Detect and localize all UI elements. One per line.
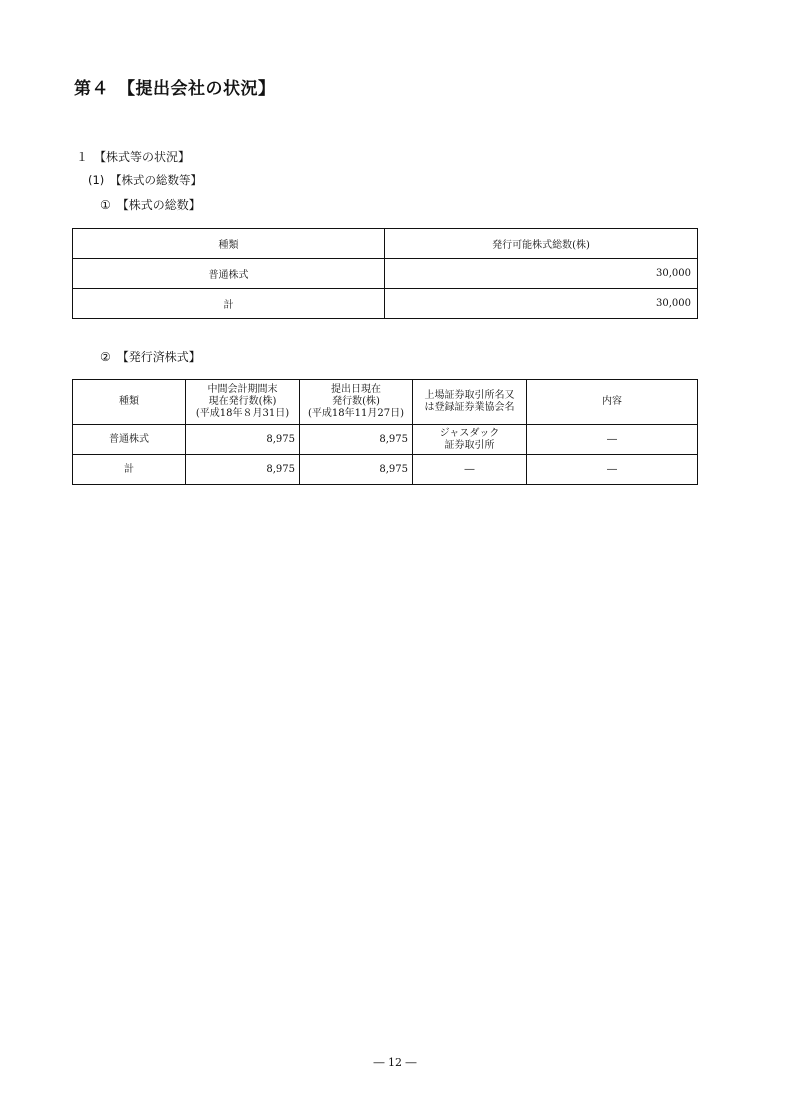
authorized-shares-heading: ① 【株式の総数】 bbox=[100, 198, 201, 212]
exchange-line: 証券取引所 bbox=[444, 439, 495, 451]
row-interim-cell: 8,975 bbox=[186, 425, 300, 455]
table-row bbox=[73, 455, 698, 485]
row-kind-cell: 計 bbox=[73, 289, 385, 319]
header-line: 発行数(株) bbox=[332, 396, 380, 407]
table-header-row bbox=[73, 229, 698, 259]
table-row bbox=[73, 289, 698, 319]
row-total-cell: 30,000 bbox=[385, 259, 698, 289]
exchange-line: ジャスダック bbox=[439, 427, 500, 439]
section-heading: １ 【株式等の状況】 bbox=[76, 150, 191, 164]
table-header-row bbox=[73, 380, 698, 425]
header-line: 上場証券取引所名又 bbox=[424, 390, 515, 401]
header-line: 中間会計期間末 bbox=[207, 384, 278, 395]
row-interim-cell: 8,975 bbox=[186, 455, 300, 485]
header-line: (平成18年11月27日) bbox=[308, 408, 404, 419]
column-header-exchange bbox=[413, 380, 527, 425]
header-line: 提出日現在 bbox=[331, 384, 381, 395]
row-total-cell: 30,000 bbox=[385, 289, 698, 319]
page-number: ― 12 ― bbox=[373, 1056, 417, 1069]
table-row bbox=[73, 259, 698, 289]
subsection-heading: (1) 【株式の総数等】 bbox=[88, 173, 203, 187]
row-content-cell: ― bbox=[527, 455, 698, 485]
row-kind-cell: 普通株式 bbox=[73, 425, 186, 455]
column-header-total-authorized: 発行可能株式総数(株) bbox=[385, 229, 698, 259]
header-line: は登録証券業協会名 bbox=[424, 402, 515, 413]
row-kind-cell: 普通株式 bbox=[73, 259, 385, 289]
column-header-filing-date-issued bbox=[300, 380, 413, 425]
header-line: (平成18年８月31日) bbox=[195, 408, 290, 419]
header-line: 現在発行数(株) bbox=[208, 396, 277, 407]
authorized-shares-table bbox=[72, 228, 698, 319]
row-kind-cell: 計 bbox=[73, 455, 186, 485]
row-exchange-cell bbox=[413, 425, 527, 455]
issued-shares-heading: ② 【発行済株式】 bbox=[100, 350, 201, 364]
column-header-kind: 種類 bbox=[73, 229, 385, 259]
row-content-cell: ― bbox=[527, 425, 698, 455]
row-filing-cell: 8,975 bbox=[300, 455, 413, 485]
table-row bbox=[73, 425, 698, 455]
column-header-interim-issued bbox=[186, 380, 300, 425]
chapter-title: 第４ 【提出会社の状況】 bbox=[74, 79, 276, 99]
column-header-kind: 種類 bbox=[73, 380, 186, 425]
row-exchange-cell: ― bbox=[413, 455, 527, 485]
issued-shares-table bbox=[72, 379, 698, 485]
row-filing-cell: 8,975 bbox=[300, 425, 413, 455]
column-header-content: 内容 bbox=[527, 380, 698, 425]
